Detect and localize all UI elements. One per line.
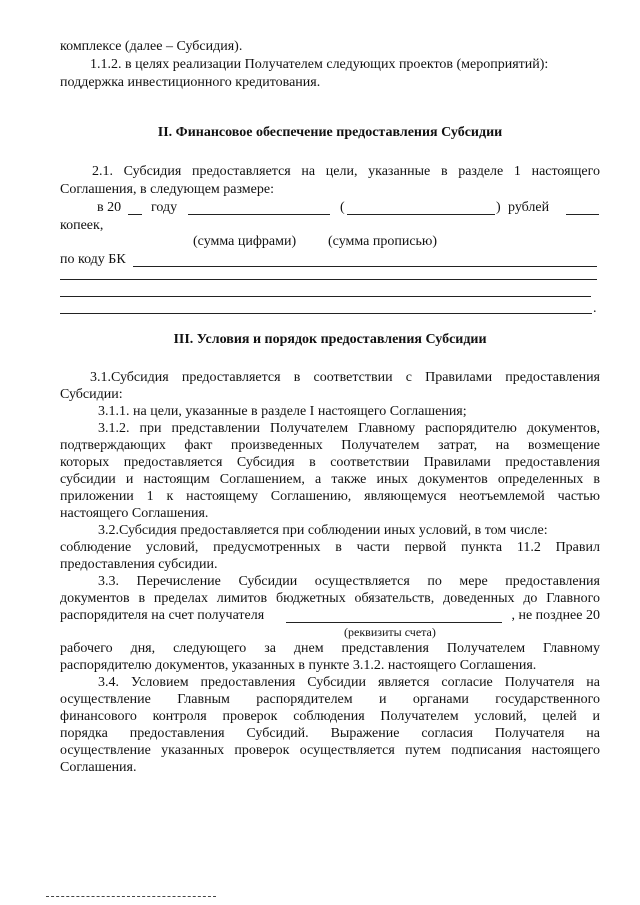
text-line: предоставления субсидии. xyxy=(60,557,218,572)
paren-open: ( xyxy=(340,200,345,215)
caption-sum-digits: (сумма цифрами) xyxy=(193,234,297,249)
text-line: 3.1.2. при представлении Получателем Главному распорядителю документов, xyxy=(98,421,600,436)
text-line: рабочего дня, следующего за днем представления Получателем Главному xyxy=(60,641,600,656)
rubles-label: рублей xyxy=(508,200,550,215)
year-blank xyxy=(128,214,142,215)
year-word: году xyxy=(151,200,178,215)
text-line: подтверждающих факт произведенных Получателем затрат, на возмещение xyxy=(60,438,600,453)
text-line: субсидии и настоящим Соглашением, а также иных документов определенных в xyxy=(60,472,600,487)
bk-code-label: по коду БК xyxy=(60,252,126,267)
text-line: 3.3. Перечисление Субсидии осуществляется по мере предоставления xyxy=(98,574,600,589)
blank-line xyxy=(60,296,591,297)
text-line: осуществление Главным распорядителем и органами государственного xyxy=(60,692,600,707)
bk-code-blank xyxy=(133,266,597,267)
text-line: Соглашения, в следующем размере: xyxy=(60,182,274,197)
text-line: 3.1.Субсидия предоставляется в соответствии с Правилами предоставления xyxy=(90,370,600,385)
text-line: 3.2.Субсидия предоставляется при соблюдении иных условий, в том числе: xyxy=(98,523,548,538)
text-line: финансового контроля проверок соблюдения Получателем условий, целей и xyxy=(60,709,600,724)
caption-sum-words: (сумма прописью) xyxy=(328,234,438,249)
text-line: порядка предоставления Субсидий. Выражение согласия Получателя на xyxy=(60,726,600,741)
text-line: 3.1.1. на цели, указанные в разделе I настоящего Соглашения; xyxy=(98,404,467,419)
text-line: Соглашения. xyxy=(60,760,137,775)
text-line: 3.4. Условием предоставления Субсидии является согласие Получателя на xyxy=(98,675,600,690)
text-line: документов в пределах лимитов бюджетных обязательств, доведенных до Главного xyxy=(60,591,600,606)
text-line: 1.1.2. в целях реализации Получателем следующих проектов (мероприятий): xyxy=(90,57,549,72)
sum-digits-blank xyxy=(188,214,330,215)
text-line: которых предоставляется Субсидия в соответствии Правилами предоставления xyxy=(60,455,600,470)
text-line: поддержка инвестиционного кредитования. xyxy=(60,75,321,90)
year-prefix: в 20 xyxy=(97,200,122,215)
blank-line xyxy=(60,279,597,280)
section-heading-2: II. Финансовое обеспечение предоставления Субсидии xyxy=(157,125,503,140)
account-blank xyxy=(286,622,502,623)
text-line: , не позднее 20 xyxy=(511,608,600,623)
period-mark: . xyxy=(593,301,597,316)
text-line: распорядителю документов, указанных в пункте 3.1.2. настоящего Соглашения. xyxy=(60,658,537,673)
section-heading-3: III. Условия и порядок предоставления Субсидии xyxy=(173,332,487,347)
text-line: Субсидии: xyxy=(60,387,123,402)
text-line: 2.1. Субсидия предоставляется на цели, указанные в разделе 1 настоящего xyxy=(92,164,600,179)
kopecks-label: копеек, xyxy=(60,218,104,233)
blank-line xyxy=(60,313,592,314)
footer-rule xyxy=(46,896,216,897)
text-line: приложении 1 к настоящему Соглашению, являющемуся неотъемлемой частью xyxy=(60,489,600,504)
sum-words-blank xyxy=(347,214,495,215)
paren-close: ) xyxy=(496,200,501,215)
text-line: комплексе (далее – Субсидия). xyxy=(60,39,243,54)
caption-account: (реквизиты счета) xyxy=(344,625,436,639)
text-line: настоящего Соглашения. xyxy=(60,506,209,521)
text-line: соблюдение условий, предусмотренных в части первой пункта 11.2 Правил xyxy=(60,540,600,555)
kopecks-blank xyxy=(566,214,599,215)
text-line: распорядителя на счет получателя xyxy=(60,608,265,623)
text-line: осуществление указанных проверок осуществляется путем подписания настоящего xyxy=(60,743,600,758)
